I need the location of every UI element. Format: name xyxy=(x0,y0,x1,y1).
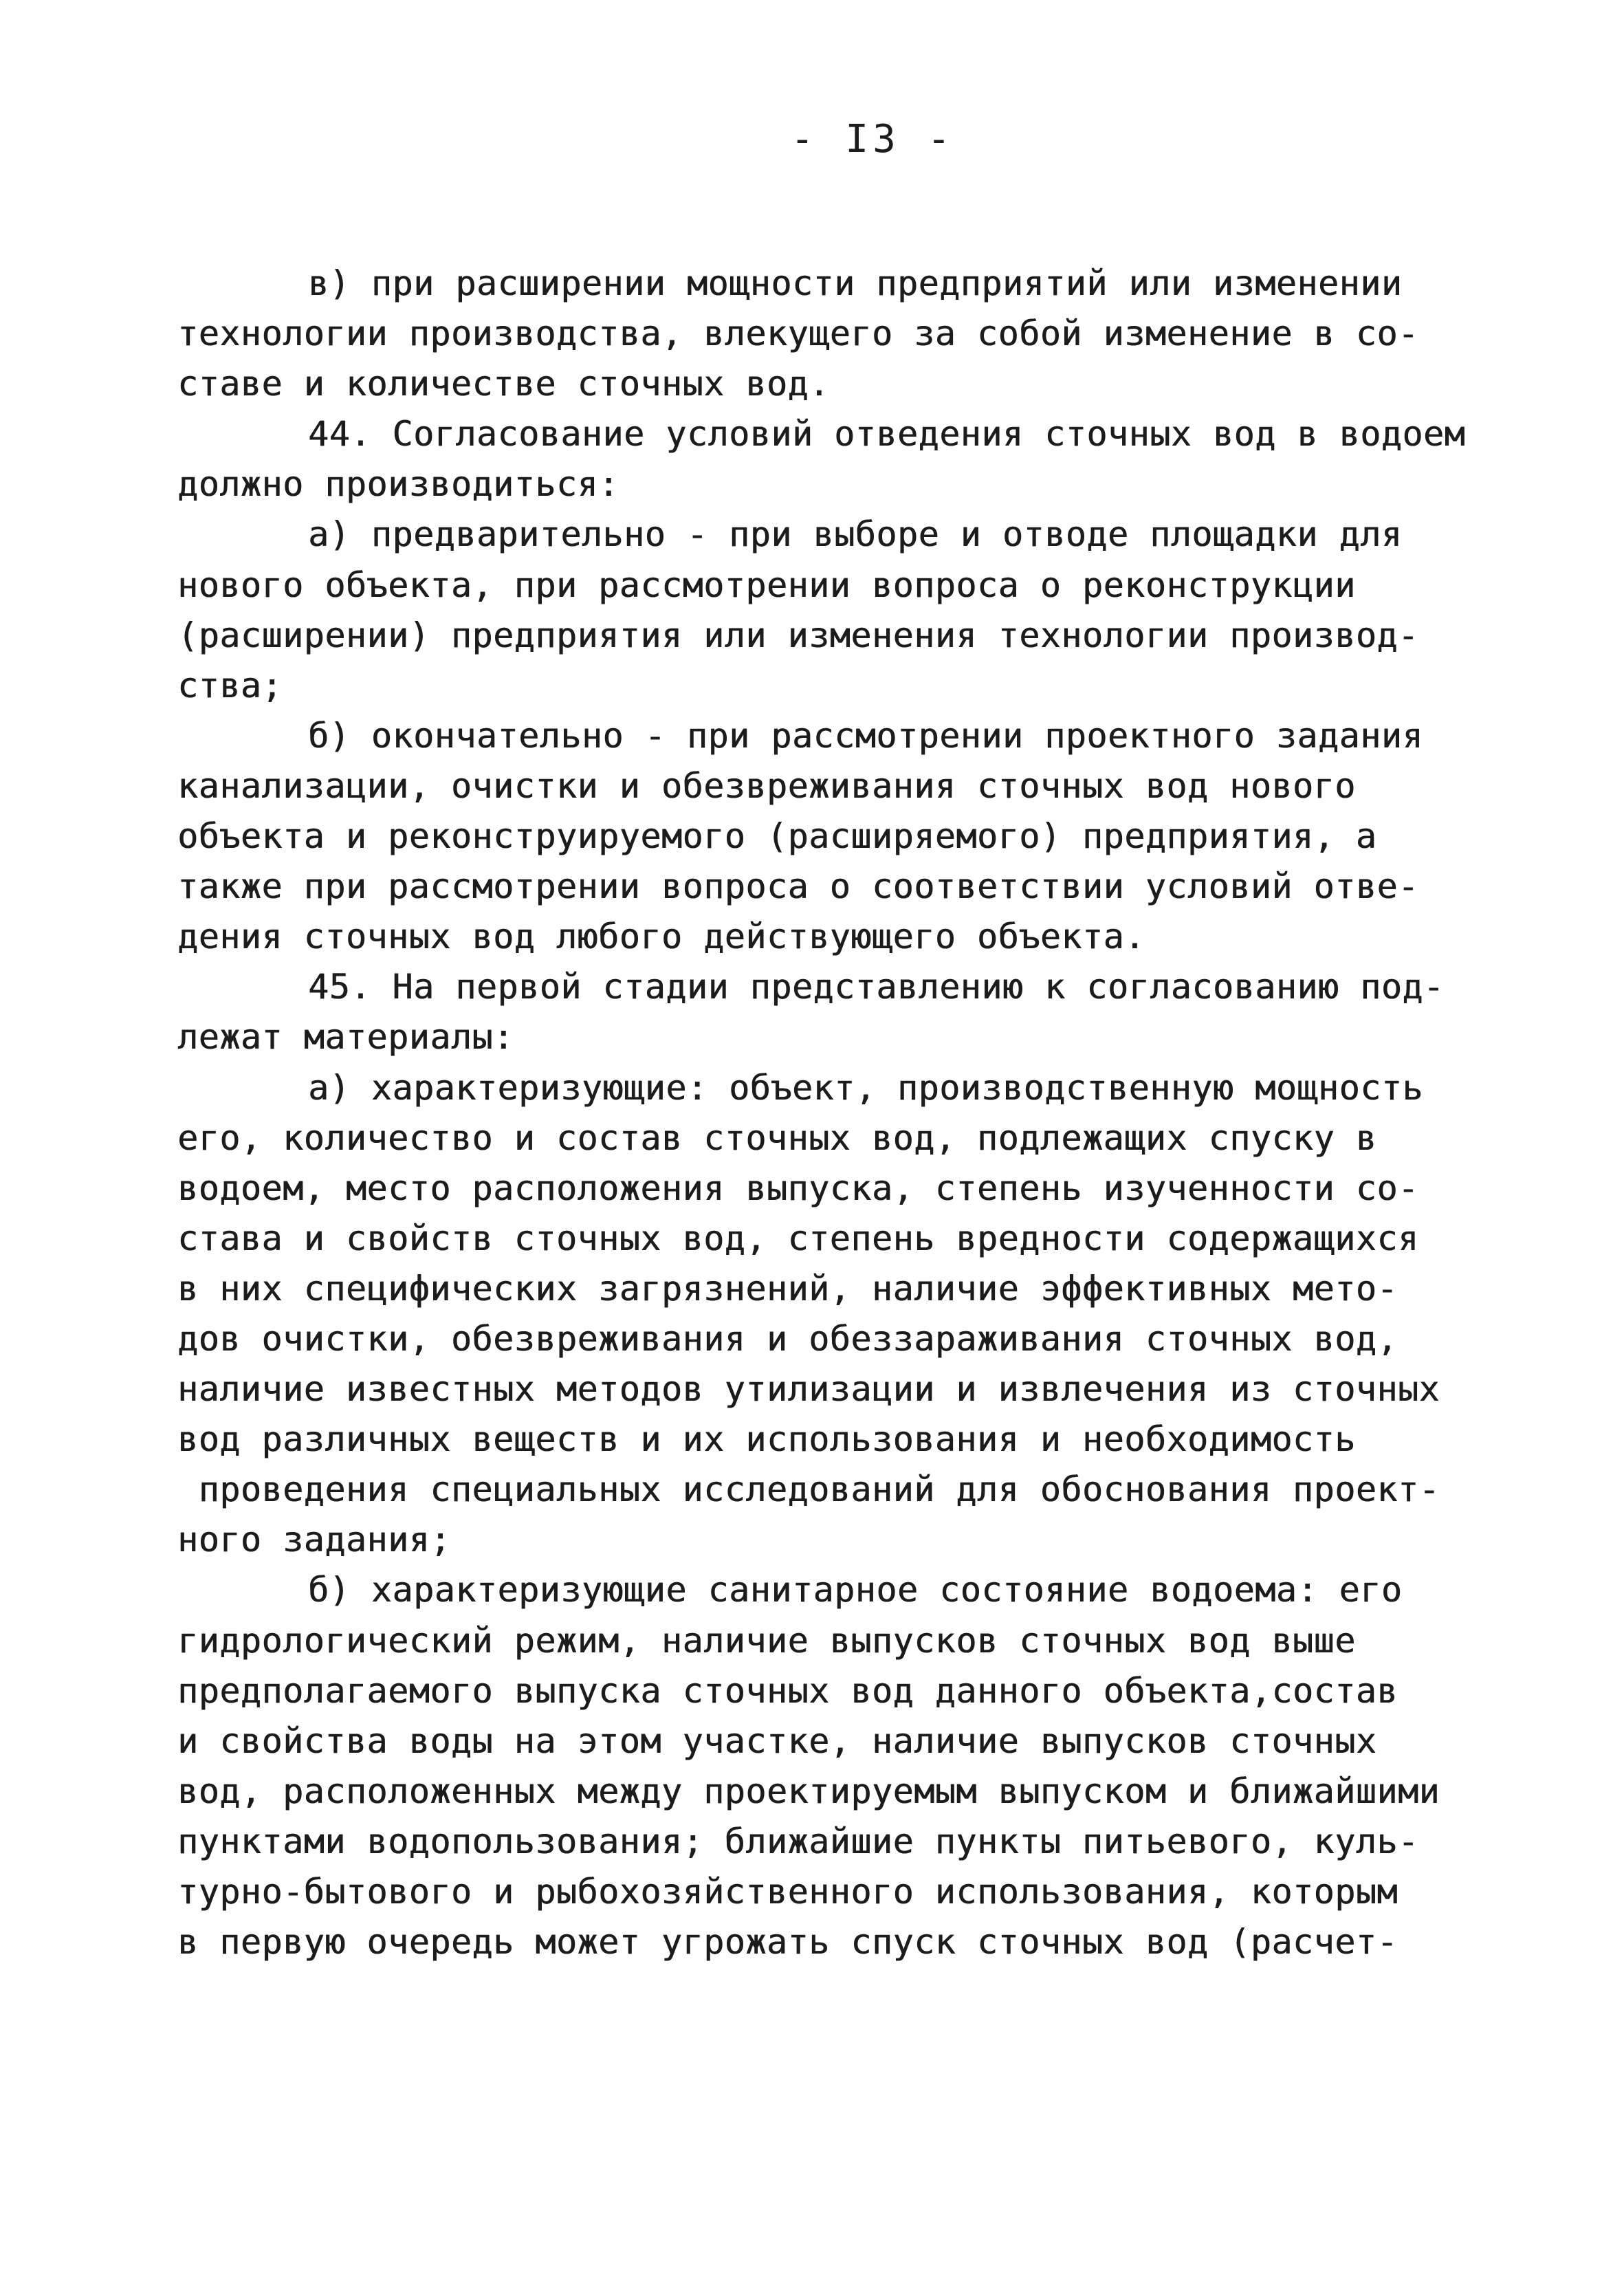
text-line: канализации, очистки и обезвреживания сточных вод нового xyxy=(177,765,1356,806)
text-line: в первую очередь может угрожать спуск сточных вод (расчет- xyxy=(177,1922,1398,1963)
text-line: в) при расширении мощности предприятий или изменении xyxy=(308,263,1403,303)
page-number: - I3 - xyxy=(791,117,955,162)
text-line: должно производиться: xyxy=(177,464,619,505)
text-line: дения сточных вод любого действующего объекта. xyxy=(177,917,1145,957)
text-line: б) окончательно - при рассмотрении проектного задания xyxy=(308,715,1423,756)
text-line: а) характеризующие: объект, производственную мощность xyxy=(308,1067,1423,1108)
text-line: его, количество и состав сточных вод, подлежащих спуску в xyxy=(177,1117,1377,1158)
text-line: 45. На первой стадии представлению к согласованию под- xyxy=(308,967,1445,1007)
text-line: ства; xyxy=(177,665,283,706)
text-line: вод различных веществ и их использования и необходимость xyxy=(177,1419,1356,1460)
text-line: также при рассмотрении вопроса о соответствии условий отве- xyxy=(177,866,1419,907)
text-line: водоем, место расположения выпуска, степень изученности со- xyxy=(177,1168,1419,1208)
text-line: дов очистки, обезвреживания и обеззараживания сточных вод, xyxy=(177,1318,1398,1359)
text-line: б) характеризующие санитарное состояние водоема: его xyxy=(308,1570,1403,1610)
text-line: (расширении) предприятия или изменения технологии производ- xyxy=(177,615,1419,655)
text-line: в них специфических загрязнений, наличие эффективных мето- xyxy=(177,1268,1398,1309)
text-line: и свойства воды на этом участке, наличие выпусков сточных xyxy=(177,1720,1377,1761)
text-line: нового объекта, при рассмотрении вопроса о реконструкции xyxy=(177,565,1356,605)
text-line: а) предварительно - при выборе и отводе площадки для xyxy=(308,514,1403,555)
text-line: гидрологический режим, наличие выпусков сточных вод выше xyxy=(177,1620,1356,1661)
text-line: объекта и реконструируемого (расширяемого) предприятия, а xyxy=(177,816,1377,857)
text-line: 44. Согласование условий отведения сточных вод в водоем xyxy=(308,414,1466,455)
text-line: лежат материалы: xyxy=(177,1017,514,1058)
text-line: проведения специальных исследований для обоснования проект- xyxy=(177,1469,1440,1510)
text-line: технологии производства, влекущего за собой изменение в со- xyxy=(177,314,1419,354)
body-text xyxy=(177,259,1484,1967)
text-line: наличие известных методов утилизации и извлечения из сточных xyxy=(177,1369,1440,1410)
text-line: става и свойств сточных вод, степень вредности содержащихся xyxy=(177,1218,1419,1258)
text-line: ставе и количестве сточных вод. xyxy=(177,364,830,404)
text-line: турно-бытового и рыбохозяйственного использования, которым xyxy=(177,1872,1398,1912)
text-line: предполагаемого выпуска сточных вод данного объекта,состав xyxy=(177,1670,1398,1711)
text-line: ного задания; xyxy=(177,1520,451,1560)
text-line: вод, расположенных между проектируемым выпуском и ближайшими xyxy=(177,1771,1440,1811)
text-line: пунктами водопользования; ближайшие пункты питьевого, куль- xyxy=(177,1821,1419,1861)
